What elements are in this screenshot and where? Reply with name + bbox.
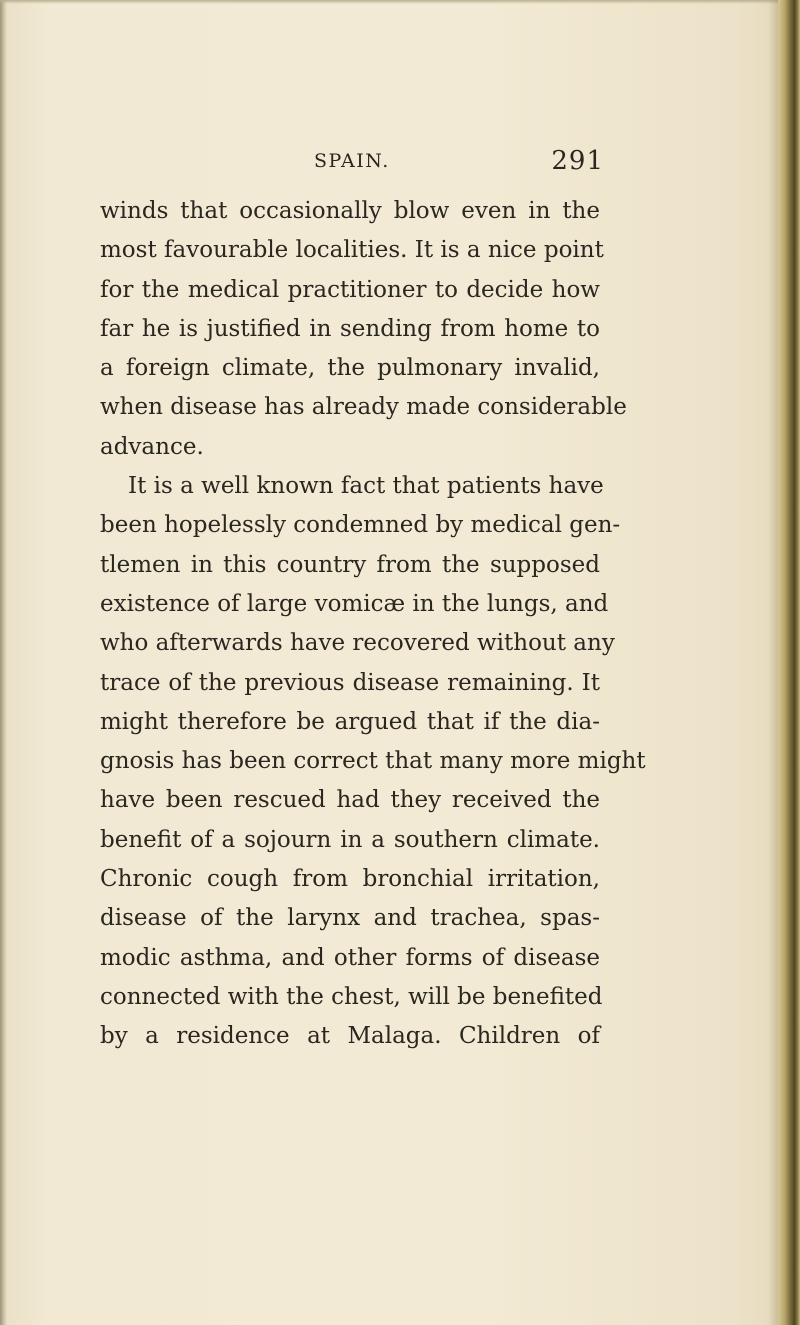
text-line: modic asthma, and other forms of disease [100,944,600,971]
text-line: gnosis has been correct that many more might [100,748,646,775]
text-line: benefit of a sojourn in a southern climate. [100,826,600,853]
book-binding-edge [778,0,800,1325]
text-line: been hopelessly condemned by medical gen- [100,512,621,539]
text-line: Chronic cough from bronchial irritation, [100,866,600,893]
text-line: advance. [100,433,204,460]
running-head-title: SPAIN. [314,150,390,172]
text-line: a foreign climate, the pulmonary invalid, [100,355,600,382]
text-line: who afterwards have recovered without any [100,630,615,657]
text-line: tlemen in this country from the supposed [100,551,600,578]
text-line: have been rescued had they received the [100,787,600,814]
page-number: 291 [551,146,604,176]
text-line: might therefore be argued that if the dia- [100,708,600,735]
text-line: most favourable localities. It is a nice point [100,237,604,264]
text-line: trace of the previous disease remaining. It [100,669,600,696]
text-line: disease of the larynx and trachea, spas- [100,905,600,932]
text-line: connected with the chest, will be benefited [100,983,603,1010]
page-left-edge-shadow [0,0,7,1325]
paragraph-first-line: It is a well known fact that patients have [128,473,604,500]
binding-shadow [768,0,778,1325]
body-text [100,192,646,1057]
text-line: when disease has already made considerable [100,394,627,421]
text-line: winds that occasionally blow even in the [100,198,600,224]
text-line: by a residence at Malaga. Children of [100,1023,600,1050]
text-line: for the medical practitioner to decide how [100,276,600,303]
running-head [314,146,604,176]
text-line: far he is justified in sending from home to [100,315,600,342]
page-top-edge-shadow [0,0,800,4]
text-line: existence of large vomicæ in the lungs, and [100,590,609,617]
